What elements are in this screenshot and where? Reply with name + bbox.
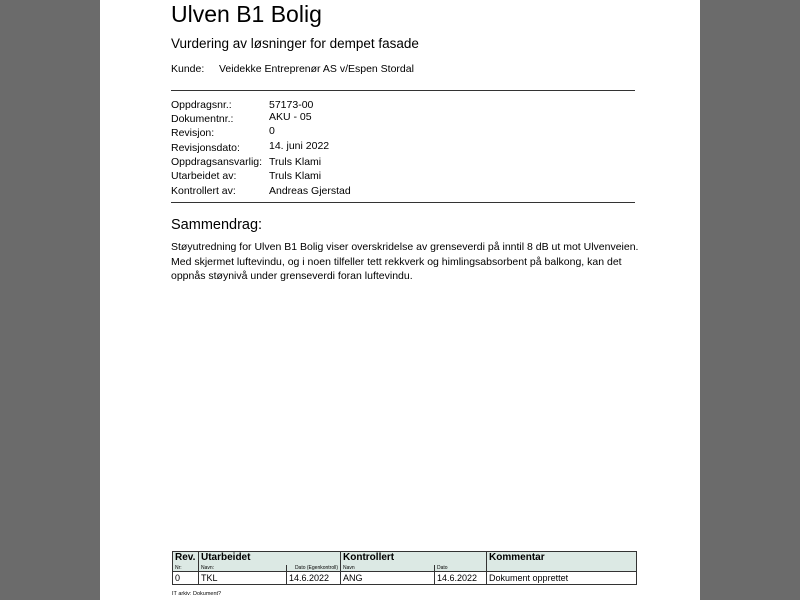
meta-label-revdate: Revisjonsdato: — [171, 142, 240, 154]
meta-label-checked: Kontrollert av: — [171, 185, 236, 197]
summary-text: Støyutredning for Ulven B1 Bolig viser overskridelse av grenseverdi på inntil 8 dB ut mot Ulvenveien. Med skjermet luftevindu, og i noen tilfeller tett rekkverk og himlingsabsorbent på balkong, kan det oppnås støynivå under grenseverdi foran luftevindu. — [171, 241, 639, 282]
meta-value-revdate: 14. juni 2022 — [269, 140, 330, 152]
meta-value-responsible: Truls Klami — [269, 156, 322, 168]
summary-heading: Sammendrag: — [171, 217, 263, 233]
meta-label-revision: Revisjon: — [171, 127, 215, 139]
rev-cell: 0 — [173, 572, 199, 585]
chk-date-subheader: Dato — [435, 565, 487, 572]
comment-header: Kommentar — [487, 552, 637, 566]
chk-name-subheader: Navn — [341, 565, 435, 572]
chk-date-cell: 14.6.2022 — [435, 572, 487, 585]
client-label: Kunde: — [171, 63, 205, 75]
comment-cell: Dokument opprettet — [487, 572, 637, 585]
meta-label-assignment: Oppdragsnr.: — [171, 99, 232, 111]
prep-date-subheader: Dato (Egenkontroll) — [287, 565, 341, 572]
meta-value-assignment: 57173-00 — [269, 99, 314, 111]
document-subtitle: Vurdering av løsninger for dempet fasade — [171, 36, 419, 51]
meta-label-responsible: Oppdragsansvarlig: — [171, 156, 263, 168]
prep-name-cell: TKL — [199, 572, 287, 585]
prep-date-cell: 14.6.2022 — [287, 572, 341, 585]
meta-label-docnr: Dokumentnr.: — [171, 113, 234, 125]
divider — [171, 90, 635, 91]
prep-name-subheader: Navn: — [199, 565, 287, 572]
meta-value-docnr: AKU - 05 — [269, 111, 312, 123]
document-page — [100, 0, 700, 600]
prepared-header: Utarbeidet — [199, 552, 341, 566]
meta-label-prepared: Utarbeidet av: — [171, 170, 237, 182]
rev-header: Rev. — [173, 552, 199, 566]
checked-header: Kontrollert — [341, 552, 487, 566]
meta-value-prepared: Truls Klami — [269, 170, 322, 182]
chk-name-cell: ANG — [341, 572, 435, 585]
divider — [171, 202, 635, 203]
archive-footer: IT arkiv: Dokument? — [172, 591, 222, 597]
document-title: Ulven B1 Bolig — [171, 1, 322, 27]
meta-value-revision: 0 — [269, 125, 275, 137]
revision-table-header — [173, 552, 637, 566]
table-row — [173, 572, 637, 585]
client-value: Veidekke Entreprenør AS v/Espen Stordal — [219, 63, 414, 75]
revision-table — [172, 551, 637, 585]
meta-value-checked: Andreas Gjerstad — [269, 185, 351, 197]
nr-subheader: Nr: — [173, 565, 199, 572]
